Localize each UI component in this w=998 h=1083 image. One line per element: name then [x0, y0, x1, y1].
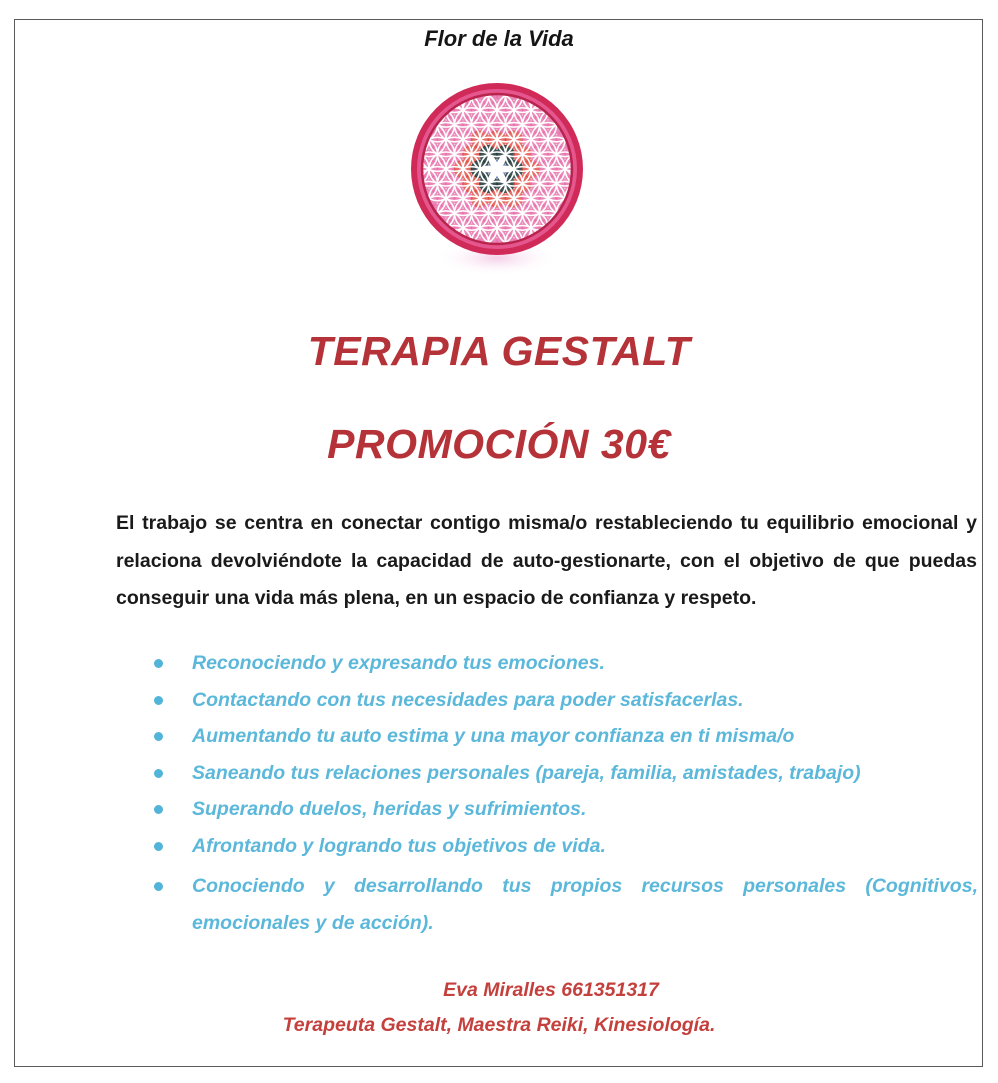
list-item: Afrontando y logrando tus objetivos de vida. — [150, 828, 978, 865]
list-item: Contactando con tus necesidades para poder satisfacerlas. — [150, 682, 978, 719]
list-item: Conociendo y desarrollando tus propios recursos personales (Cognitivos, emocionales y de acción). — [150, 868, 978, 941]
bullet-dot-icon — [154, 732, 163, 741]
benefits-list — [150, 645, 978, 941]
list-item: Aumentando tu auto estima y una mayor confianza en ti misma/o — [150, 718, 978, 755]
list-item: Reconociendo y expresando tus emociones. — [150, 645, 978, 682]
flower-of-life-icon — [408, 80, 586, 280]
bullet-dot-icon — [154, 842, 163, 851]
bullet-dot-icon — [154, 882, 163, 891]
promo-heading: PROMOCIÓN 30€ — [327, 421, 671, 467]
signature-name-phone: Eva Miralles 661351317 — [443, 979, 659, 1001]
bullet-dot-icon — [154, 696, 163, 705]
list-item: Saneando tus relaciones personales (pareja, familia, amistades, trabajo) — [150, 755, 978, 792]
signature-titles: Terapeuta Gestalt, Maestra Reiki, Kinesiología. — [282, 1014, 716, 1036]
bullet-dot-icon — [154, 805, 163, 814]
title-heading: TERAPIA GESTALT — [307, 328, 691, 374]
bullet-dot-icon — [154, 659, 163, 668]
intro-paragraph: El trabajo se centra en conectar contigo misma/o restableciendo tu equilibrio emocional y relaciona devolviéndote la capacidad de auto-gestionarte, con el objetivo de que puedas conseguir una vida más plena, en un espacio de confianza y respeto. — [116, 512, 977, 609]
bullet-dot-icon — [154, 769, 163, 778]
list-item: Superando duelos, heridas y sufrimientos. — [150, 791, 978, 828]
header-title: Flor de la Vida — [424, 26, 574, 51]
